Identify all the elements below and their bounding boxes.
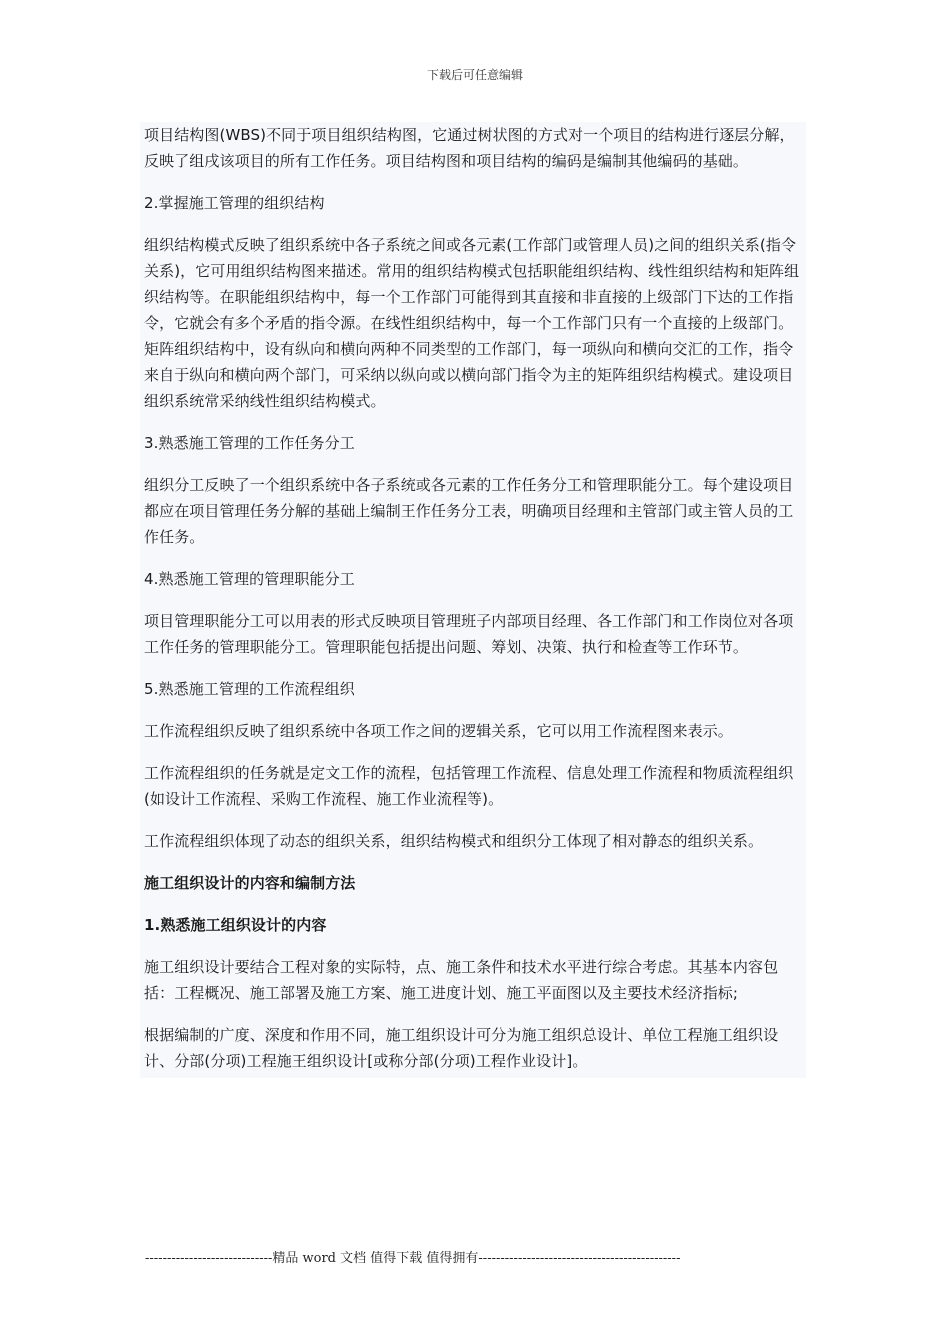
page-footer: -----------------------------精品 word 文档 值得下载 值得拥有---------------------------------------------- (145, 1251, 681, 1266)
section-heading-4: 4.熟悉施工管理的管理职能分工 (144, 570, 355, 588)
chapter-title: 施工组织设计的内容和编制方法 (144, 874, 356, 892)
paragraph-design-types: 根据编制的广度、深度和作用不同，施工组织设计可分为施工组织总设计、单位工程施工组织设计、分部(分项)工程施王组织设计[或称分部(分项)工程作业设计]。 (144, 1026, 779, 1070)
page-header: 下载后可任意编辑 (426, 68, 523, 82)
section-heading-5: 5.熟悉施工管理的工作流程组织 (144, 680, 355, 698)
section-heading-3: 3.熟悉施工管理的工作任务分工 (144, 434, 355, 452)
paragraph-workflow-1: 工作流程组织反映了组织系统中各项工作之间的逻辑关系，它可以用工作流程图来表示。 (144, 722, 733, 740)
paragraph-design-content: 施工组织设计要结合工程对象的实际特，点、施工条件和技术水平进行综合考虑。其基本内容包括：工程概况、施工部署及施工方案、施工进度计划、施工平面图以及主要技术经济指标; (144, 958, 779, 1002)
paragraph-function-division: 项目管理职能分工可以用表的形式反映项目管理班子内部项目经理、各工作部门和工作岗位对各项工作任务的管理职能分工。管理职能包括提出问题、筹划、决策、执行和检查等工作环节。 (144, 612, 794, 656)
paragraph-task-division: 组织分工反映了一个组织系统中各子系统或各元素的工作任务分工和管理职能分工。每个建设项目都应在项目管理任务分解的基础上编制王作任务分工表，明确项目经理和主管部门或主管人员的工作任务。 (144, 476, 794, 546)
paragraph-workflow-2: 工作流程组织的任务就是定文工作的流程，包括管理工作流程、信息处理工作流程和物质流程组织(如设计工作流程、采购工作流程、施工作业流程等)。 (144, 764, 794, 808)
paragraph-wbs: 项目结构图(WBS)不同于项目组织结构图，它通过树状图的方式对一个项目的结构进行逐层分解，反映了组戌该项目的所有工作任务。项目结构图和项目结构的编码是编制其他编码的基础。 (144, 126, 795, 170)
section-heading-1: 1.熟悉施工组织设计的内容 (144, 916, 327, 934)
paragraph-org-structure: 组织结构模式反映了组织系统中各子系统之间或各元素(工作部门或管理人员)之间的组织关系(指令关系)，它可用组织结构图来描述。常用的组织结构模式包括职能组织结构、线性组织结构和矩阵组织结构等。在职能组织结构中，每一个工作部门可能得到其直接和非直接的上级部门下达的工作指令，它就会有多个矛盾的指令源。在线性组织结构中，每一个工作部门只有一个直接的上级部门。矩阵组织结构中，设有纵向和横向两种不同类型的工作部门，每一项纵向和横向交汇的工作，指令来自于纵向和横向两个部门，可采纳以纵向或以横向部门指令为主的矩阵组织结构模式。建设项目组织系统常采纳线性组织结构模式。 (144, 236, 800, 410)
paragraph-workflow-3: 工作流程组织体现了动态的组织关系，组织结构模式和组织分工体现了相对静态的组织关系。 (144, 832, 764, 850)
section-heading-2: 2.掌握施工管理的组织结构 (144, 194, 325, 212)
document-body (140, 122, 806, 1078)
